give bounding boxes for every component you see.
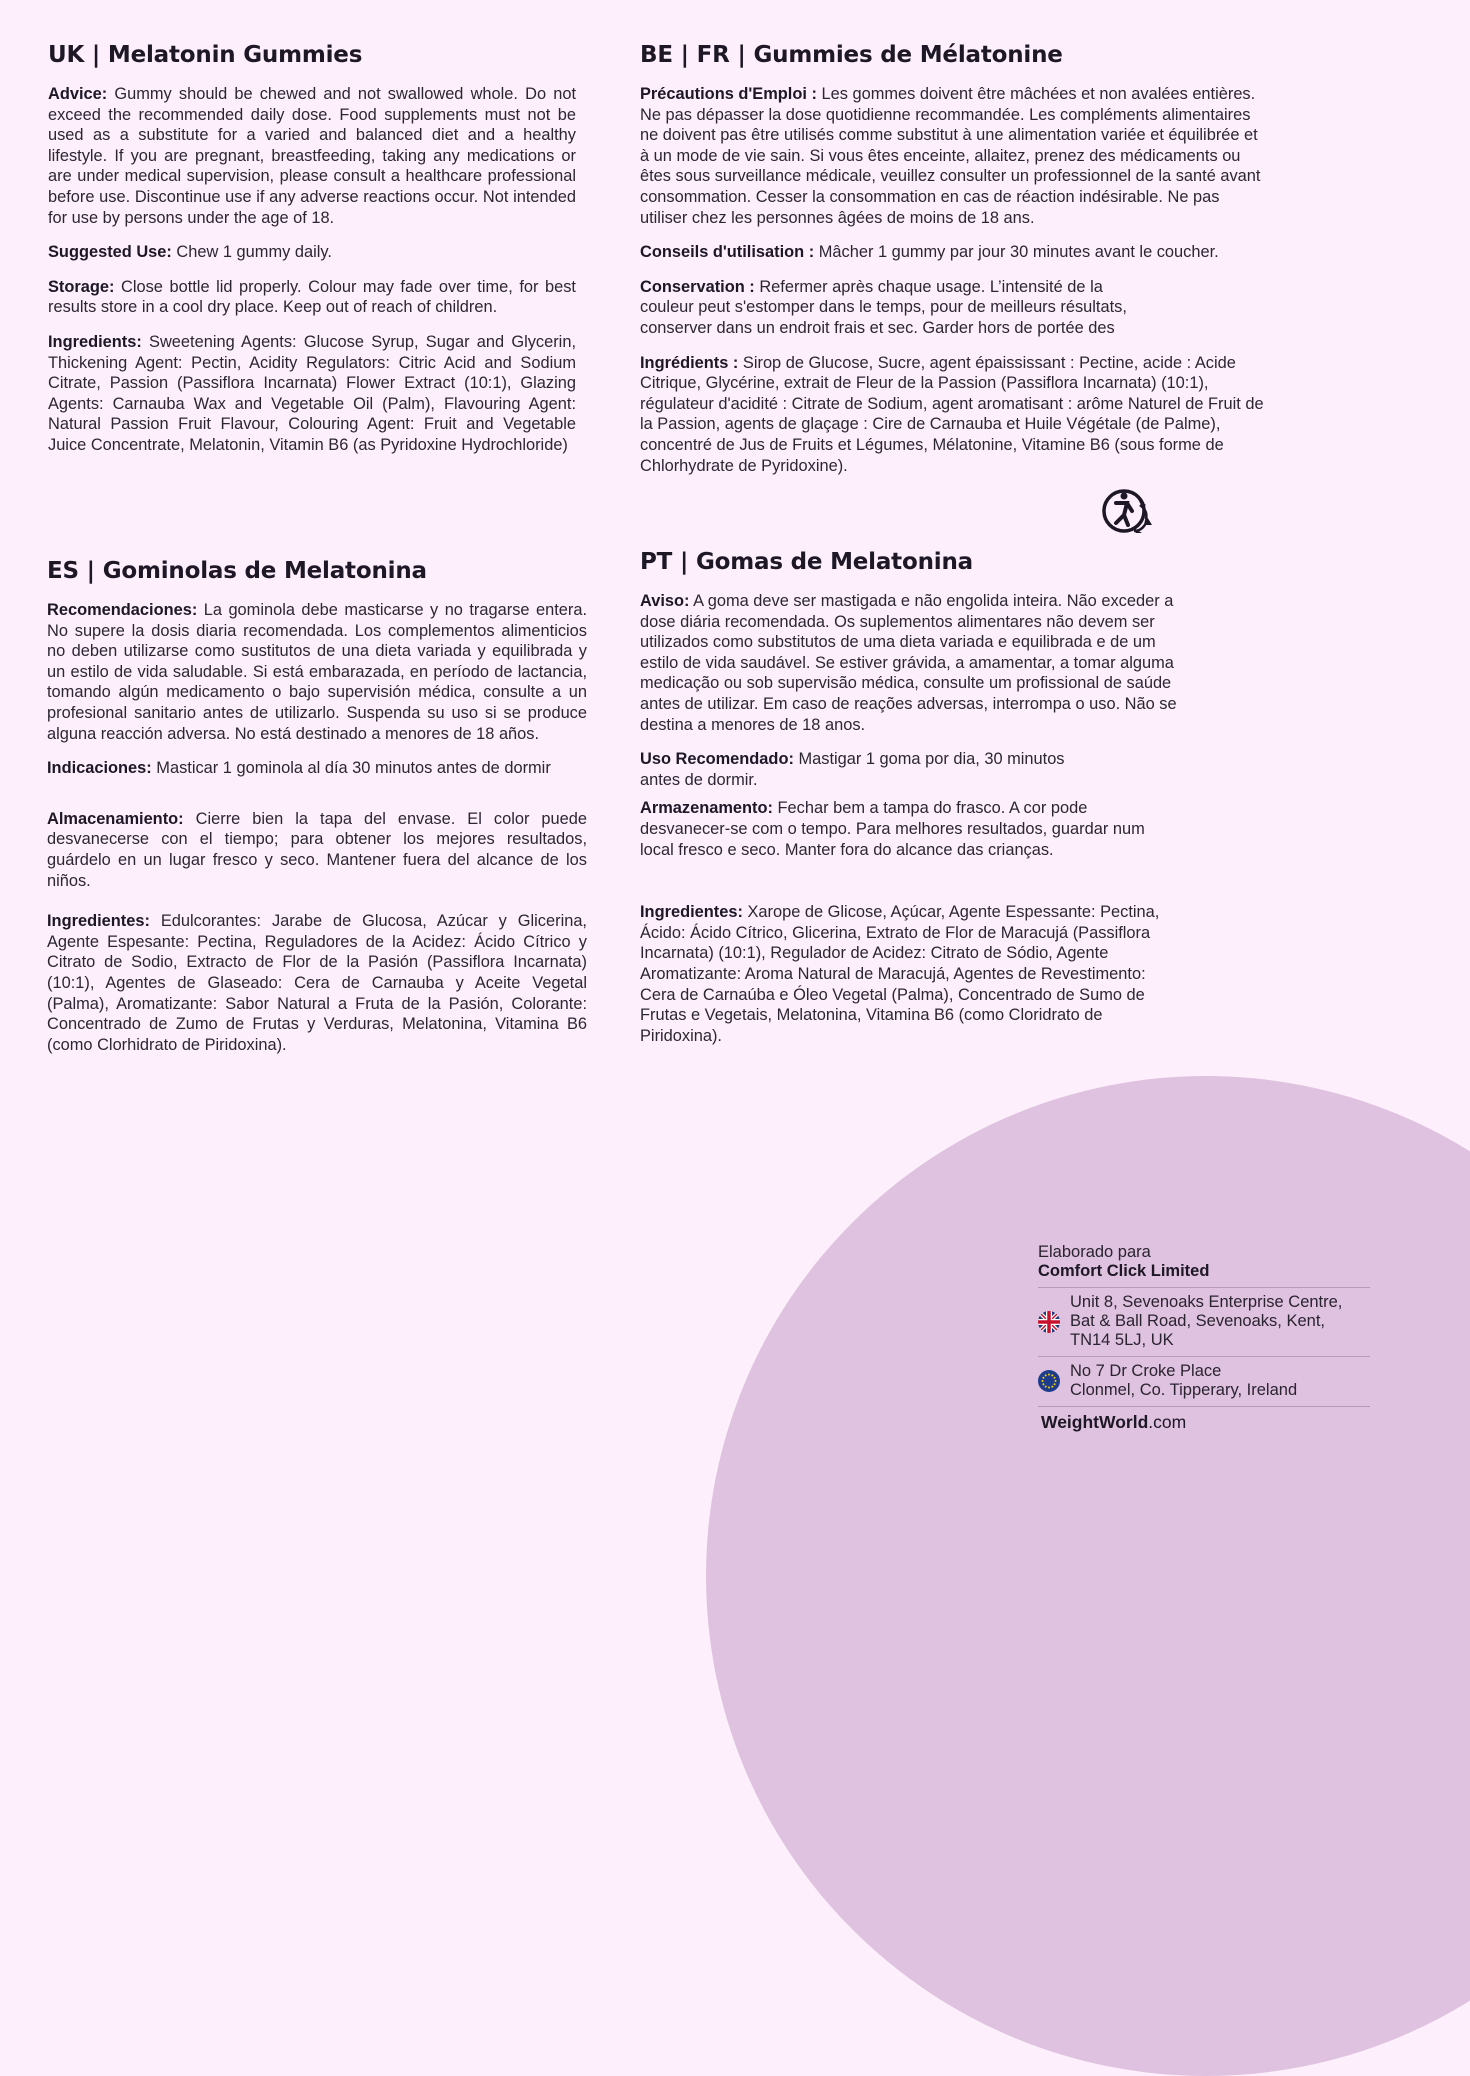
use-text: Chew 1 gummy daily. — [171, 243, 332, 262]
storage-text: Cierre bien la tapa del envase. El color puede desvanecerse con el tiempo; para obtener los mejores resultados, guárdelo en un lugar fresco y seco. Mantener fuera del alcance de los niños. — [47, 809, 587, 890]
section-uk — [48, 42, 576, 470]
ingredients-text: Sweetening Agents: Glucose Syrup, Sugar and Glycerin, Thickening Agent: Pectin, Acidity Regulators: Citric Acid and Sodium Citrate, Passion (Passiflora Incarnata) Flower Extract (10:1), Glazing Agents: Carnauba Wax and Vegetable Oil (Palm), Flavouring Agent: Natural Passion Fruit Flavour, Colouring Agent: Fruit and Vegetable Juice Concentrate, Melatonin, Vitamin B6 (as Pyridoxine Hydrochloride) — [48, 332, 576, 454]
section-title-pt: PT | Gomas de Melatonina — [640, 549, 973, 575]
storage-uk — [48, 277, 576, 318]
advice-uk — [48, 84, 576, 228]
use-label: Suggested Use: — [48, 243, 172, 262]
ingredients-text: Edulcorantes: Jarabe de Glucosa, Azúcar y Glicerina, Agente Espesante: Pectina, Reguladores de la Acidez: Ácido Cítrico y Citrato de Sodio, Extracto de Flor de la Pasión (Passiflora Incarnata) (10:1), Agentes de Glaseado: Cera de Carnauba y Aceite Vegetal (Palma), Aromatizante: Sabor Natural a Fruta de la Pasión, Colorante: Concentrado de Zumo de Frutas y Verduras, Melatonina, Vitamina B6 (como Clorhidrato de Piridoxina). — [47, 912, 587, 1054]
ingredients-uk — [48, 332, 576, 456]
advice-label: Recomendaciones: — [47, 601, 198, 619]
use-label: Uso Recomendado: — [640, 750, 794, 769]
ingredients-fr — [640, 353, 1268, 477]
advice-label: Aviso: — [640, 592, 690, 610]
uk-flag-icon — [1038, 1311, 1060, 1333]
storage-label: Storage: — [48, 277, 115, 296]
address-line: No 7 Dr Croke Place — [1070, 1362, 1222, 1380]
brand-bold: WeightWorld — [1041, 1412, 1149, 1432]
advice-label: Précautions d'Emploi : — [640, 85, 817, 103]
advice-text: La gominola debe masticarse y no tragarse entera. No supere la dosis diaria recomendada. Los complementos alimenticios no deben utilizarse como sustitutos de una dieta variada y equilibrada y un estilo de vida saludable. Si está embarazada, en período de lactancia, tomando algún medicamento o bajo supervisión médica, consulte a un profesional sanitario antes de utilizarlo. Suspenda su uso si se produce alguna reacción adversa. No está destinado a menores de 18 años. — [47, 601, 587, 743]
advice-pt — [640, 591, 1180, 735]
storage-text: Close bottle lid properly. Colour may fade over time, for best results store in a cool dry place. Keep out of reach of children. — [48, 277, 576, 317]
storage-label: Armazenamento: — [640, 799, 773, 818]
brand-domain: .com — [1148, 1412, 1187, 1432]
address-line: Bat & Ball Road, Sevenoaks, Kent, — [1070, 1312, 1325, 1330]
advice-es — [47, 600, 587, 744]
uk-address — [1038, 1293, 1370, 1350]
use-label: Indicaciones: — [47, 759, 152, 778]
storage-label: Conservation : — [640, 277, 755, 296]
use-fr — [640, 242, 1268, 263]
storage-text: Fechar bem a tampa do frasco. A cor pode desvanecer-se com o tempo. Para melhores resultados, guardar num local fresco e seco. Manter fora do alcance das crianças. — [640, 799, 1145, 859]
divider — [1038, 1356, 1370, 1357]
advice-text: Gummy should be chewed and not swallowed whole. Do not exceed the recommended daily dose. Food supplements must not be used as a substitute for a varied and balanced diet and a healthy lifestyle. If you are pregnant, breastfeeding, taking any medications or are under medical supervision, please consult a healthcare professional before use. Discontinue use if any adverse reactions occur. Not intended for use by persons under the age of 18. — [48, 85, 576, 227]
section-fr — [640, 42, 1268, 490]
storage-fr — [640, 277, 1160, 339]
ingredients-es — [47, 911, 587, 1055]
storage-label: Almacenamiento: — [47, 809, 184, 828]
use-text: Mastigar 1 goma por dia, 30 minutos antes de dormir. — [640, 750, 1065, 789]
advice-label: Advice: — [48, 85, 108, 103]
advice-text: Les gommes doivent être mâchées et non avalées entières. Ne pas dépasser la dose quotidienne recommandée. Les compléments alimentaires ne doivent pas être utilisés comme substitut à une alimentation variée et équilibrée et à un mode de vie sain. Si vous êtes enceinte, allaitez, prenez des médicaments ou êtes sous surveillance médicale, veuillez consulter un professionnel de la santé avant consommation. Cesser la consommation en cas de réaction indésirable. Ne pas utiliser chez les personnes âgées de moins de 18 ans. — [640, 85, 1261, 227]
ingredients-label: Ingredients: — [48, 332, 142, 351]
ingredients-pt — [640, 902, 1160, 1046]
section-title-fr: BE | FR | Gummies de Mélatonine — [640, 42, 1063, 68]
divider — [1038, 1287, 1370, 1288]
triman-recycling-icon — [1102, 485, 1156, 537]
use-text: Mâcher 1 gummy par jour 30 minutes avant le coucher. — [814, 243, 1219, 262]
ingredients-text: Sirop de Glucose, Sucre, agent épaississant : Pectine, acide : Acide Citrique, Glycérine, extrait de Fleur de la Passion (Passiflora Incarnata) (10:1), régulateur d'acidité : Citrate de Sodium, agent aromatisant : arôme Naturel de Fruit de la Passion, agents de glaçage : Cire de Carnauba et Huile Végétale (de Palme), concentré de Jus de Fruits et Légumes, Mélatonine, Vitamine B6 (sous forme de Chlorhydrate de Pyridoxine). — [640, 353, 1264, 475]
use-es — [47, 758, 587, 779]
divider — [1038, 1406, 1370, 1407]
advice-fr — [640, 84, 1268, 228]
ingredients-label: Ingredientes: — [640, 903, 743, 922]
section-es — [47, 558, 587, 1069]
section-title-uk: UK | Melatonin Gummies — [48, 42, 363, 68]
eu-flag-icon — [1038, 1370, 1060, 1392]
address-line: Clonmel, Co. Tipperary, Ireland — [1070, 1381, 1298, 1399]
ingredients-text: Xarope de Glicose, Açúcar, Agente Espessante: Pectina, Ácido: Ácido Cítrico, Glicerina, Extrato de Flor de Maracujá (Passiflora Incarnata) (10:1), Regulador de Acidez: Citrato de Sódio, Agente Aromatizante: Aroma Natural de Maracujá, Agentes de Revestimento: Cera de Carnaúba e Óleo Vegetal (Palma), Concentrado de Sumo de Frutas e Vegetais, Melatonina, Vitamina B6 (como Cloridrato de Piridoxina). — [640, 903, 1160, 1045]
ie-address — [1038, 1362, 1370, 1400]
ingredients-label: Ingredientes: — [47, 912, 150, 931]
use-label: Conseils d'utilisation : — [640, 243, 815, 262]
address-line: Unit 8, Sevenoaks Enterprise Centre, — [1070, 1293, 1343, 1311]
storage-text: Refermer après chaque usage. L’intensité de la couleur peut s'estomper dans le temps, pour de meilleurs résultats, conserver dans un endroit frais et sec. Garder hors de portée des — [640, 277, 1127, 337]
ingredients-label: Ingrédients : — [640, 353, 739, 372]
storage-es — [47, 809, 587, 891]
use-uk — [48, 242, 576, 263]
storage-pt — [640, 798, 1150, 860]
section-title-es: ES | Gominolas de Melatonina — [47, 558, 427, 584]
address-line: TN14 5LJ, UK — [1070, 1331, 1174, 1349]
section-pt — [640, 549, 1180, 1060]
company-name: Comfort Click Limited — [1038, 1262, 1210, 1280]
decorative-circle — [706, 1076, 1470, 2076]
brand-website — [1041, 1412, 1370, 1433]
advice-text: A goma deve ser mastigada e não engolida inteira. Não exceder a dose diária recomendada. Os suplementos alimentares não devem ser utilizados como substitutos de uma dieta variada e equilibrada e de um estilo de vida saudável. Se estiver grávida, a amamentar, a tomar alguma medicação ou sob supervisão médica, consulte um profissional de saúde antes de utilizar. Em caso de reações adversas, interrompa o uso. Não se destina a menores de 18 anos. — [640, 592, 1177, 734]
made-for-label: Elaborado para — [1038, 1243, 1151, 1261]
use-text: Masticar 1 gominola al día 30 minutos antes de dormir — [151, 759, 551, 778]
use-pt — [640, 749, 1090, 790]
manufacturer-block — [1038, 1243, 1370, 1433]
